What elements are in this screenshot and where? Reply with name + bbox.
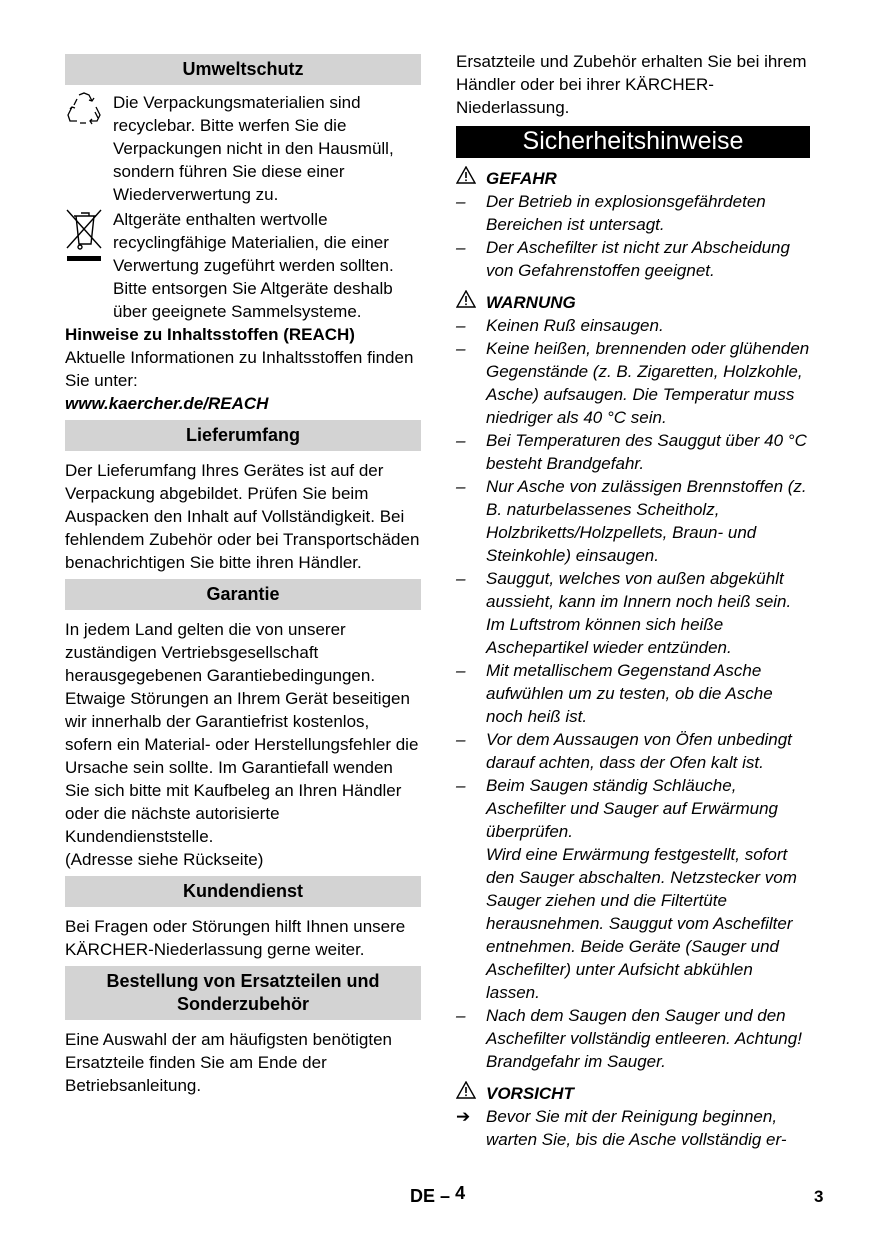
list-item: – Beim Saugen ständig Schläuche, Aschefilter und Sauger auf Erwärmung überprüfen. Wird eine Erwärmung festgestellt, sofort den Sauger abschalten. Netzstecker vom Sauger ziehen und die Filtertüte herausnehmen. Sauggut vom Aschefilter entnehmen. Beide Geräte (Sauger und Aschefilter) unter Aufsicht abkühlen lassen. <box>456 774 810 1004</box>
warning-triangle-icon <box>456 166 476 184</box>
left-column <box>65 50 421 1100</box>
list-item: – Bei Temperaturen des Sauggut über 40 °C besteht Brandgefahr. <box>456 431 807 473</box>
warning-triangle-icon <box>456 290 476 308</box>
warnung-heading <box>456 290 810 314</box>
warnung-item-text: Beim Saugen ständig Schläuche, Aschefilter und Sauger auf Erwärmung überprüfen. <box>486 776 778 841</box>
recycling-icon <box>65 91 103 127</box>
warnung-list <box>456 314 810 1073</box>
vorsicht-list <box>456 1105 810 1151</box>
crossed-bin-icon <box>65 208 105 266</box>
page-number: 3 <box>814 1187 824 1206</box>
recycling-paragraph <box>65 91 421 206</box>
garantie-note: (Adresse siehe Rückseite) <box>65 850 264 869</box>
gefahr-label: GEFAHR <box>486 168 557 188</box>
recycling-text: Die Verpackungsmaterialien sind recyclebar. Bitte werfen Sie die Verpackungen nicht in den Hausmüll, sondern führen Sie diese einer Wiederverwertung zu. <box>113 93 394 204</box>
arrow-right-icon: ➔ <box>456 1107 471 1126</box>
gefahr-list <box>456 190 810 282</box>
section-title-lieferumfang: Lieferumfang <box>65 420 421 451</box>
page-footer-label <box>410 1185 465 1208</box>
reach-title: Hinweise zu Inhaltsstoffen (REACH) <box>65 325 355 344</box>
section-title-umweltschutz: Umweltschutz <box>65 54 421 85</box>
list-item: – Nach dem Saugen den Sauger und den Aschefilter vollständig entleeren. Achtung! Brandgefahr im Sauger. <box>456 1006 802 1071</box>
lieferumfang-text: Der Lieferumfang Ihres Gerätes ist auf der Verpackung abgebildet. Prüfen Sie beim Auspacken den Inhalt auf Vollständigkeit. Bei fehlendem Zubehör oder bei Transportschäden benachrichtigen Sie bitte ihren Händler. <box>65 461 420 572</box>
footer-page-local: 4 <box>455 1183 466 1203</box>
right-column <box>456 50 810 1151</box>
garantie-text: In jedem Land gelten die von unserer zuständigen Vertriebsgesellschaft herausgegebenen Garantiebedingungen. Etwaige Störungen an Ihrem Gerät beseitigen wir innerhalb der Garantiefrist kostenlos, sofern ein Material- oder Herstellungsfehler die Ursache sein sollte. Im Garantiefall wenden Sie sich bitte mit Kaufbeleg an Ihren Händler oder die nächste autorisierte Kundendienststelle. <box>65 620 419 846</box>
section-title-sicherheitshinweise: Sicherheitshinweise <box>456 126 810 158</box>
warning-triangle-icon <box>456 1081 476 1099</box>
list-item: – Der Aschefilter ist nicht zur Abscheidung von Gefahrenstoffen geeignet. <box>456 238 790 280</box>
warnung-extra-text: Wird eine Erwärmung festgestellt, sofort den Sauger abschalten. Netzstecker vom Sauger ziehen und die Filtertüte herausnehmen. Sauggut vom Aschefilter entnehmen. Beide Geräte (Sauger und Aschefilter) unter Aufsicht abkühlen lassen. <box>486 845 797 1002</box>
warnung-label: WARNUNG <box>486 292 576 312</box>
section-title-kundendienst: Kundendienst <box>65 876 421 907</box>
list-item: – Keine heißen, brennenden oder glühenden Gegenstände (z. B. Zigaretten, Holzkohle, Asche) aufsaugen. Die Temperatur muss niedriger als 40 °C sein. <box>456 339 810 427</box>
list-item: – Sauggut, welches von außen abgekühlt aussieht, kann im Innern noch heiß sein. Im Luftstrom können sich heiße Aschepartikel wieder entzünden. <box>456 569 792 657</box>
bestellung-title-line1: Bestellung von Ersatzteilen und <box>106 971 380 991</box>
section-title-garantie: Garantie <box>65 579 421 610</box>
list-item: – Vor dem Aussaugen von Öfen unbedingt darauf achten, dass der Ofen kalt ist. <box>456 730 792 772</box>
vorsicht-label: VORSICHT <box>486 1083 574 1103</box>
reach-link[interactable]: www.kaercher.de/REACH <box>65 394 269 413</box>
list-item: – Der Betrieb in explosionsgefährdeten Bereichen ist untersagt. <box>456 192 766 234</box>
bestellung-title-line2: Sonderzubehör <box>176 994 309 1014</box>
gefahr-heading <box>456 166 810 190</box>
ersatzteile-intro: Ersatzteile und Zubehör erhalten Sie bei ihrem Händler oder bei ihrer KÄRCHER-Niederlassung. <box>456 52 807 117</box>
footer-sep: – <box>440 1186 451 1206</box>
list-item: – Nur Asche von zulässigen Brennstoffen (z. B. naturbelassenes Scheitholz, Holzbriketts/Holzpellets, Braun- und Steinkohle) einsaugen. <box>456 477 807 565</box>
disposal-text: Altgeräte enthalten wertvolle recyclingfähige Materialien, die einer Verwertung zugeführt werden sollten. Bitte entsorgen Sie Altgeräte deshalb über geeignete Sammelsysteme. <box>113 210 394 321</box>
list-item: – Mit metallischem Gegenstand Asche aufwühlen um zu testen, ob die Asche noch heiß ist. <box>456 661 773 726</box>
vorsicht-heading <box>456 1081 810 1105</box>
disposal-paragraph <box>65 208 421 323</box>
reach-text: Aktuelle Informationen zu Inhaltsstoffen finden Sie unter: <box>65 348 414 390</box>
bestellung-text: Eine Auswahl der am häufigsten benötigten Ersatzteile finden Sie am Ende der Betriebsanleitung. <box>65 1030 393 1095</box>
kundendienst-text: Bei Fragen oder Störungen hilft Ihnen unsere KÄRCHER-Niederlassung gerne weiter. <box>65 917 406 959</box>
section-title-bestellung <box>65 966 421 1020</box>
list-item: – Keinen Ruß einsaugen. <box>456 316 664 335</box>
footer-lang: DE <box>410 1186 436 1206</box>
list-item: ➔ Bevor Sie mit der Reinigung beginnen, warten Sie, bis die Asche vollständig er- <box>456 1107 787 1149</box>
